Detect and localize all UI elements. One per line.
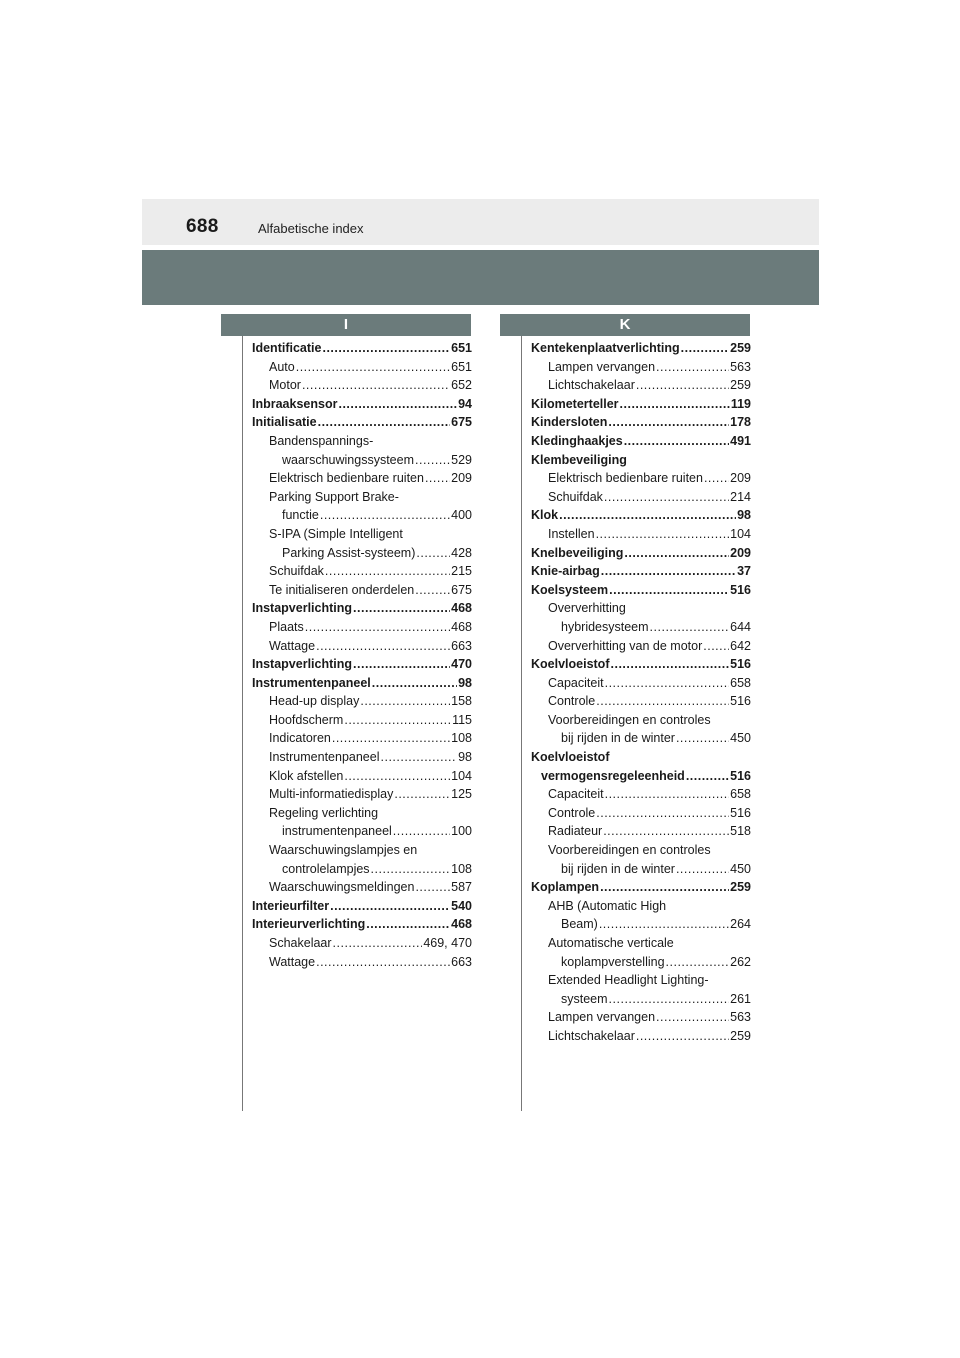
entry-term: Kindersloten [531,415,608,430]
page-ref: 259 [730,1028,751,1043]
entry-term: instrumentenpaneel [282,824,392,839]
index-subentry[interactable] [531,637,751,656]
page-ref: 658 [730,787,751,802]
index-entry[interactable] [531,581,751,600]
entry-term: Identificatie [252,341,322,355]
leader-dots [599,915,729,934]
entry-term: controlelampjes [282,861,370,876]
page-ref: 516 [730,657,751,672]
entry-term: Koelvloeistof [531,657,610,672]
entry-term: Lampen vervangen [548,1010,656,1025]
index-subentry[interactable] [252,469,472,488]
entry-term: waarschuwingssysteem [282,452,414,467]
entry-term: Parking Assist-systeem) [282,545,416,560]
entry-term: Schuifdak [548,489,603,504]
page-ref: 658 [730,675,751,690]
index-subentry[interactable] [531,1008,751,1027]
index-entry[interactable] [252,655,472,674]
index-entry[interactable] [252,915,472,934]
leader-dots [372,674,457,693]
page-ref: 663 [451,638,472,653]
page-ref: 261 [730,991,751,1006]
leader-dots [666,953,730,972]
leader-dots [415,581,450,600]
entry-term: Knelbeveiliging [531,545,624,560]
leader-dots [686,767,729,786]
leader-dots [416,544,450,563]
leader-dots [656,358,729,377]
entry-term: Lampen vervangen [548,359,656,374]
index-subentry[interactable] [252,618,472,637]
entry-term: Wattage [269,638,316,653]
leader-dots [600,878,729,897]
page-ref: 675 [451,415,472,430]
leader-dots [624,544,729,563]
leader-dots [703,637,729,656]
page-ref: 516 [730,582,751,597]
leader-dots [332,729,450,748]
entry-term: Instellen [548,526,595,541]
index-subentry[interactable] [531,376,751,395]
index-column-i [252,339,472,971]
leader-dots [353,599,450,618]
index-subentry[interactable] [252,562,472,581]
index-heading: Koelvloeistof [531,750,610,765]
index-subentry[interactable] [531,804,751,823]
entry-term: Knie-airbag [531,564,600,579]
index-entry[interactable] [531,339,751,358]
page-ref: 428 [451,545,472,560]
index-entry[interactable] [252,897,472,916]
page-ref: 209 [730,471,751,486]
page-ref: 259 [730,880,751,895]
page-ref: 468 [451,601,472,616]
index-subentry[interactable] [252,506,472,525]
entry-term: Lichtschakelaar [548,1028,635,1043]
index-entry[interactable] [531,432,751,451]
index-entry[interactable] [252,413,472,432]
entry-term: bij rijden in de winter [561,731,675,746]
leader-dots [353,655,450,674]
page-ref: 214 [730,489,751,504]
index-subentry[interactable] [531,692,751,711]
index-subentry[interactable] [252,581,472,600]
index-entry[interactable] [252,599,472,618]
page-ref: 108 [451,731,472,746]
index-subentry[interactable] [531,618,751,637]
page-ref: 119 [730,396,751,411]
index-entry[interactable] [252,395,472,414]
leader-dots [656,1008,729,1027]
index-heading: Klembeveiliging [531,452,627,467]
index-subentry[interactable] [252,637,472,656]
page-title: Alfabetische index [258,221,364,236]
page-ref: 125 [451,787,472,802]
index-entry[interactable] [531,562,751,581]
entry-term: Capaciteit [548,787,604,802]
leader-dots [316,953,450,972]
entry-term: Instapverlichting [252,601,353,616]
leader-dots [620,395,730,414]
page-ref: 651 [451,341,472,355]
leader-dots [393,822,450,841]
page-ref: 663 [451,954,472,969]
leader-dots [681,339,729,358]
index-subheading: Oververhitting [548,601,626,616]
index-entry[interactable] [531,878,751,897]
index-subentry[interactable] [531,488,751,507]
index-subentry[interactable] [252,376,472,395]
column-divider [242,336,243,1111]
page-ref: 516 [730,805,751,820]
entry-term: Indicatoren [269,731,331,746]
column-divider [521,336,522,1111]
page-ref: 209 [730,545,751,560]
header-band [142,250,819,305]
index-entry[interactable] [531,544,751,563]
page-ref: 563 [730,1010,751,1025]
entry-term: Klok afstellen [269,768,344,783]
index-subentry[interactable] [531,469,751,488]
page-ref: 158 [451,694,472,709]
leader-dots [338,395,457,414]
entry-term: Capaciteit [548,675,604,690]
index-subentry[interactable] [252,767,472,786]
page-ref: 104 [451,768,472,783]
leader-dots [596,692,729,711]
leader-dots [605,785,730,804]
page-ref: 540 [451,898,472,913]
page-ref: 587 [451,880,472,895]
leader-dots [676,729,729,748]
leader-dots [381,748,458,767]
page-ref: 470 [451,657,472,672]
entry-term: Elektrisch bedienbare ruiten [269,471,424,486]
index-subentry[interactable] [531,822,751,841]
entry-term: bij rijden in de winter [561,861,675,876]
page-ref: 264 [730,917,751,932]
index-subentry[interactable] [252,953,472,972]
page-ref: 529 [451,452,472,467]
index-column-k [531,339,751,1046]
index-subentry[interactable] [531,860,751,879]
page-ref: 450 [730,861,751,876]
entry-term: Multi-informatiedisplay [269,787,394,802]
page-ref: 259 [730,341,751,355]
index-subentry[interactable] [531,915,751,934]
section-letter-i: I [221,314,471,336]
leader-dots [596,525,730,544]
entry-term: Schuifdak [269,564,324,579]
page-ref: 37 [737,564,751,579]
entry-term: Koelsysteem [531,582,609,597]
index-subheading: Regeling verlichting [269,805,379,820]
leader-dots [344,767,450,786]
index-subheading: Automatische verticale [548,936,674,950]
index-subheading: Waarschuwingslampjes en [269,843,418,858]
index-subentry[interactable] [531,358,751,377]
section-letter-k: K [500,314,750,336]
index-entry[interactable] [531,506,751,525]
entry-term: Instrumentenpaneel [252,675,371,690]
page-ref: 563 [730,359,751,374]
page-ref: 468 [451,917,472,932]
entry-term: Koplampen [531,880,600,895]
page-ref: 108 [451,861,472,876]
entry-term: Lichtschakelaar [548,378,635,393]
index-subentry[interactable] [531,525,751,544]
entry-term: Oververhitting van de motor [548,638,703,653]
page-ref: 94 [458,396,472,411]
page-ref: 178 [730,415,751,430]
leader-dots [603,822,729,841]
page-ref: 115 [452,712,472,727]
page-ref: 262 [730,954,751,969]
entry-term: koplampverstelling [561,954,665,969]
index-subentry[interactable] [531,729,751,748]
entry-term: Waarschuwingsmeldingen [269,880,415,895]
page-ref: 518 [730,824,751,839]
index-entry[interactable] [531,767,751,786]
entry-term: Klok [531,508,559,523]
leader-dots [425,469,450,488]
entry-term: functie [282,508,319,523]
page-ref: 469, 470 [423,936,472,950]
page-ref: 215 [451,564,472,579]
index-entry[interactable] [252,674,472,693]
index-subheading: Parking Support Brake- [269,489,399,504]
page-ref: 642 [730,638,751,653]
page-ref: 644 [730,619,751,634]
index-subheading: Bandenspannings- [269,433,374,448]
leader-dots [650,618,730,637]
index-subentry[interactable] [531,1027,751,1046]
page-ref: 652 [451,378,472,393]
index-subentry[interactable] [252,729,472,748]
page-ref: 98 [458,675,472,690]
leader-dots [371,860,451,879]
index-subheading: Extended Headlight Lighting- [548,973,709,988]
leader-dots [415,878,450,897]
leader-dots [302,376,450,395]
leader-dots [322,339,450,358]
entry-term: Head-up display [269,694,360,709]
page-ref: 516 [730,768,751,783]
entry-term: hybridesysteem [561,619,649,634]
leader-dots [601,562,736,581]
index-subentry[interactable] [252,860,472,879]
index-subheading: S-IPA (Simple Intelligent [269,526,403,541]
leader-dots [415,451,450,470]
page-ref: 98 [458,750,472,765]
leader-dots [559,506,736,525]
leader-dots [320,506,450,525]
entry-term: Wattage [269,954,316,969]
index-subentry[interactable] [531,674,751,693]
leader-dots [605,674,730,693]
leader-dots [318,413,451,432]
index-subentry[interactable] [252,878,472,897]
index-subheading: Voorbereidingen en controles [548,712,711,727]
index-subheading: AHB (Automatic High [548,898,667,913]
page-ref: 209 [451,471,472,486]
page-ref: 675 [451,582,472,597]
index-subentry[interactable] [252,544,472,563]
leader-dots [624,432,729,451]
entry-term: Interieurverlichting [252,917,366,932]
leader-dots [611,655,730,674]
leader-dots [305,618,450,637]
entry-term: Controle [548,694,596,709]
index-subentry[interactable] [252,822,472,841]
leader-dots [330,897,450,916]
leader-dots [604,488,729,507]
leader-dots [636,376,729,395]
entry-term: Radiateur [548,824,603,839]
page-ref: 104 [730,526,751,541]
leader-dots [676,860,729,879]
leader-dots [704,469,729,488]
index-entry[interactable] [531,395,751,414]
leader-dots [636,1027,729,1046]
index-subentry[interactable] [252,358,472,377]
page-ref: 516 [730,694,751,709]
leader-dots [333,934,423,953]
leader-dots [394,785,450,804]
index-subentry[interactable] [252,692,472,711]
page-ref: 259 [730,378,751,393]
leader-dots [609,581,729,600]
page-ref: 400 [451,508,472,523]
entry-term: Inbraaksensor [252,396,338,411]
leader-dots [366,915,450,934]
page-ref: 98 [737,508,751,523]
leader-dots [296,358,450,377]
header-bar [142,199,819,245]
index-subentry[interactable] [531,785,751,804]
leader-dots [609,990,730,1009]
entry-term: Kledinghaakjes [531,433,623,448]
entry-term: Instapverlichting [252,657,353,672]
entry-term: Elektrisch bedienbare ruiten [548,471,703,486]
entry-term: Motor [269,378,301,393]
index-subentry[interactable] [252,451,472,470]
index-entry[interactable] [531,413,751,432]
index-subentry[interactable] [252,934,472,953]
entry-term: Controle [548,805,596,820]
entry-term: Schakelaar [269,936,332,950]
leader-dots [325,562,450,581]
leader-dots [360,692,450,711]
index-subentry[interactable] [252,711,472,730]
entry-term: Interieurfilter [252,898,330,913]
leader-dots [344,711,451,730]
index-subentry[interactable] [252,785,472,804]
entry-term: Auto [269,359,295,374]
leader-dots [596,804,729,823]
leader-dots [316,637,450,656]
entry-term: Instrumentenpaneel [269,750,380,765]
entry-term: Beam) [561,917,598,932]
index-entry[interactable] [252,339,472,358]
entry-term: Hoofdscherm [269,712,344,727]
page-ref: 450 [730,731,751,746]
entry-term: vermogensregeleenheid [541,768,685,783]
leader-dots [608,413,729,432]
entry-term: Kentekenplaatverlichting [531,341,680,355]
page-number: 688 [186,216,219,237]
entry-term: Te initialiseren onderdelen [269,582,415,597]
index-subentry[interactable] [531,990,751,1009]
page-ref: 468 [451,619,472,634]
entry-term: Kilometerteller [531,396,619,411]
index-entry[interactable] [531,655,751,674]
index-subentry[interactable] [531,953,751,972]
entry-term: systeem [561,991,608,1006]
entry-term: Initialisatie [252,415,317,430]
page-ref: 100 [451,824,472,839]
page-ref: 651 [451,359,472,374]
index-subheading: Voorbereidingen en controles [548,843,711,858]
index-subentry[interactable] [252,748,472,767]
page-ref: 491 [730,433,751,448]
entry-term: Plaats [269,619,304,634]
